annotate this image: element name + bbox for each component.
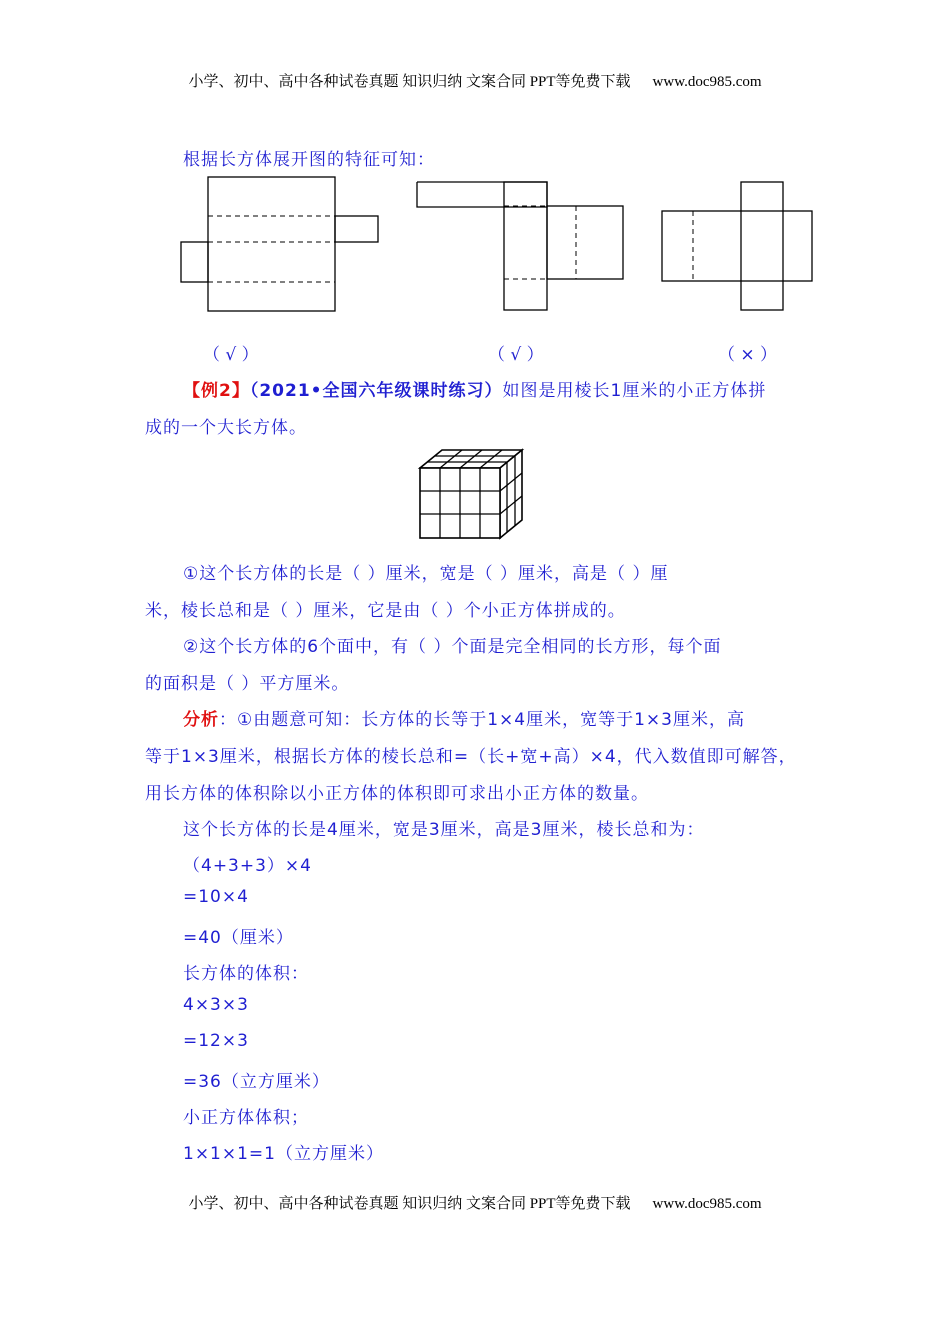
question-2-line-1: ②这个长方体的6个面中，有（ ）个面是完全相同的长方形，每个面	[183, 637, 722, 657]
analysis-line-1	[183, 705, 745, 730]
header-site[interactable]: www.doc985.com	[652, 74, 762, 90]
header-text: 小学、初中、高中各种试卷真题 知识归纳 文案合同 PPT等免费下载	[188, 74, 631, 90]
question-2-line-2: 的面积是（ ）平方厘米。	[145, 674, 350, 694]
calc-line: 1×1×1=1（立方厘米）	[183, 1144, 384, 1164]
analysis-line-2: 等于1×3厘米，根据长方体的棱长总和=（长+宽+高）×4，代入数值即可解答，	[145, 747, 797, 767]
net-1-answer: （ √ ）	[203, 345, 259, 365]
calc-line: =10×4	[183, 887, 249, 907]
cuboid-net-3	[662, 182, 814, 312]
net-2-answer: （ √ ）	[488, 345, 544, 365]
footer-site[interactable]: www.doc985.com	[652, 1196, 762, 1212]
question-1-line-1: ①这个长方体的长是（ ）厘米，宽是（ ）厘米，高是（ ）厘	[183, 564, 669, 584]
page-header	[0, 70, 950, 91]
intro-text: 根据长方体展开图的特征可知：	[183, 150, 435, 170]
analysis-line-3: 用长方体的体积除以小正方体的体积即可求出小正方体的数量。	[145, 784, 649, 804]
example-line-1	[183, 376, 766, 401]
question-1-line-2: 米，棱长总和是（ ）厘米，它是由（ ）个小正方体拼成的。	[145, 601, 626, 621]
calc-line: =12×3	[183, 1031, 249, 1051]
calc-line: =40（厘米）	[183, 928, 294, 948]
cuboid-of-cubes-figure	[420, 450, 525, 538]
analysis-label: 分析	[183, 710, 219, 730]
calc-line: （4+3+3）×4	[183, 856, 312, 876]
analysis-text-1: ：①由题意可知：长方体的长等于1×4厘米，宽等于1×3厘米，高	[219, 710, 745, 730]
footer-text: 小学、初中、高中各种试卷真题 知识归纳 文案合同 PPT等免费下载	[188, 1196, 631, 1212]
example-text-1: 如图是用棱长1厘米的小正方体拼	[502, 381, 767, 401]
page-footer	[0, 1192, 950, 1213]
net-3-answer: （ × ）	[718, 345, 778, 365]
calc-line: 小正方体体积；	[183, 1108, 309, 1128]
calc-line: 4×3×3	[183, 995, 249, 1015]
analysis-line-4: 这个长方体的长是4厘米，宽是3厘米，高是3厘米，棱长总和为：	[183, 820, 705, 840]
example-line-2: 成的一个大长方体。	[145, 418, 307, 438]
calc-line: 长方体的体积：	[183, 964, 309, 984]
example-source: （2021•全国六年级课时练习）	[249, 381, 503, 401]
cuboid-net-2	[417, 182, 627, 312]
example-tag: 【例2】	[183, 381, 250, 401]
cuboid-net-1	[181, 177, 381, 313]
calc-line: =36（立方厘米）	[183, 1072, 330, 1092]
